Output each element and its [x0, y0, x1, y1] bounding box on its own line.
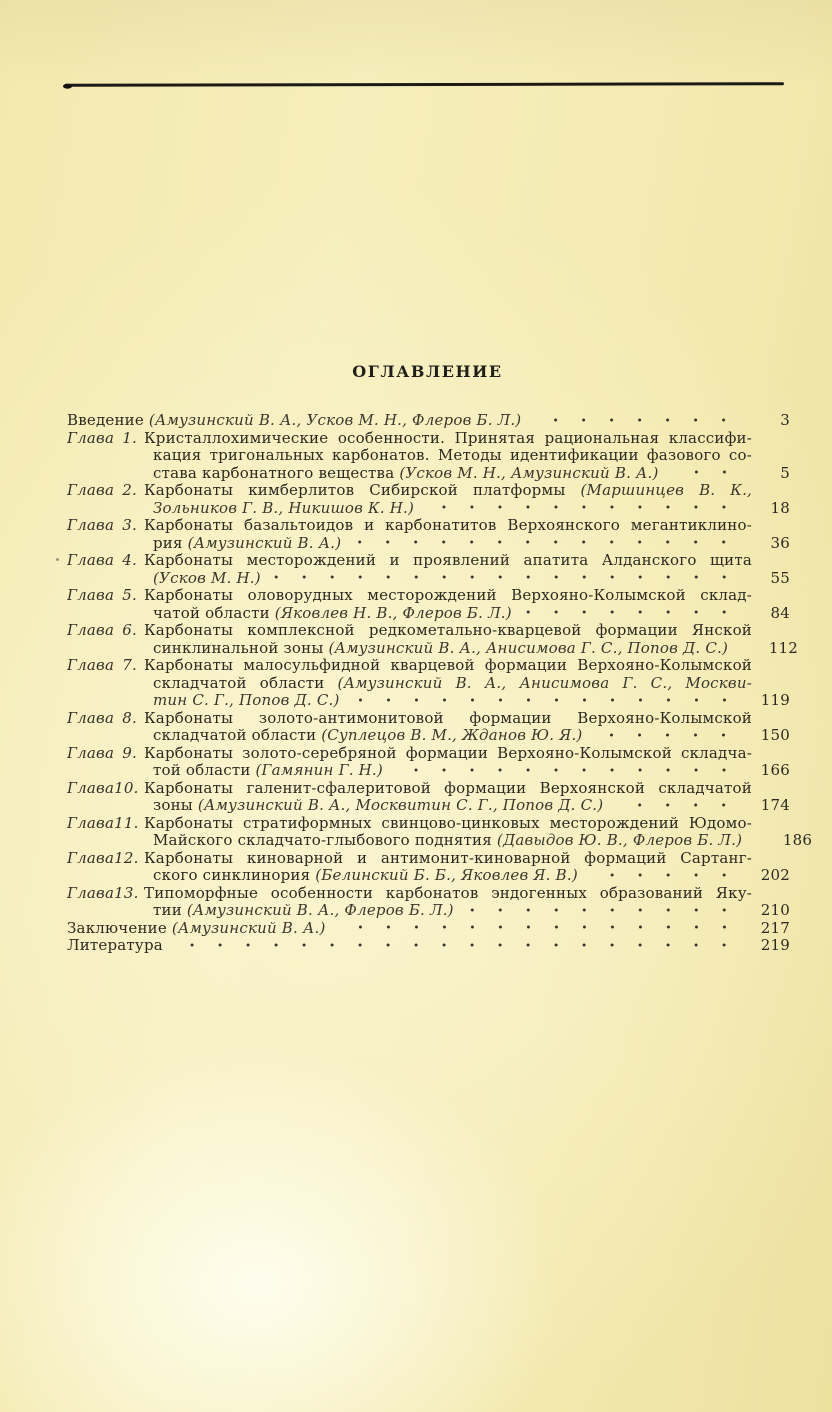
text-segment: (Амузинский В. А., Усков М. Н., Флеров Б. Л.) — [148, 411, 522, 429]
chapter-label-and-number — [67, 710, 137, 728]
chapter-number: 6. — [122, 622, 137, 639]
toc-entry-text — [144, 517, 752, 534]
chapter-number: 1. — [122, 429, 137, 447]
toc-line — [67, 552, 752, 570]
text-segment: (Амузинский В. А., Анисимова Г. С., Попов Д. С.) — [328, 638, 729, 657]
chapter-label-and-number — [67, 587, 137, 605]
toc-line — [153, 692, 790, 710]
page-number: 217 — [760, 918, 790, 937]
toc-line — [153, 727, 790, 745]
toc-entry-text — [153, 902, 454, 920]
text-segment: (Амузинский В. А., Флеров Б. Л.) — [186, 901, 454, 919]
toc-entry-text — [144, 815, 752, 832]
chapter-number: 8. — [122, 709, 137, 727]
toc-line — [67, 815, 752, 833]
text-segment: (Амузинский В. А., Анисимова Г. С., Москви- — [337, 674, 752, 692]
text-segment: зоны — [153, 796, 198, 814]
chapter-label: Глава — [67, 429, 115, 447]
ink-speck — [56, 558, 59, 561]
toc-entry-text — [144, 850, 752, 867]
text-segment: Карбонаты комплексной редкометально-кварцевой формации Янской — [144, 622, 752, 639]
text-segment: Типоморфные особенности карбонатов эндогенных образований Яку- — [144, 884, 752, 902]
chapter-number: 4. — [122, 552, 137, 569]
toc-entry-text — [153, 867, 578, 885]
toc-line — [153, 535, 790, 553]
toc-entry-text — [144, 780, 752, 797]
toc-entry-text — [144, 430, 752, 447]
chapter-label: Глава — [67, 482, 115, 499]
dot-leader — [175, 937, 738, 955]
chapter-number: 11. — [114, 814, 139, 832]
text-segment: Карбонаты малосульфидной кварцевой формации Верхояно-Колымской — [144, 657, 752, 674]
toc-entry-text — [67, 920, 326, 938]
toc-entry-text — [153, 447, 752, 464]
text-segment: (Амузинский В. А.) — [171, 918, 326, 937]
text-segment: Карбонаты киноварной и антимонит-киноварной формаций Сартанг- — [144, 849, 752, 867]
text-segment: чатой области — [153, 603, 275, 622]
chapter-label-and-number — [67, 850, 137, 868]
chapter-label-and-number — [67, 517, 137, 535]
text-segment: синклинальной зоны — [153, 638, 329, 657]
toc-entry-text — [153, 692, 340, 710]
chapter-label-and-number — [67, 482, 137, 500]
chapter-number: 5. — [122, 587, 137, 604]
toc-entry-text — [144, 745, 752, 762]
dot-leader — [466, 902, 738, 920]
text-segment: Карбонаты золото-серебряной формации Верхояно-Колымской складча- — [144, 744, 752, 762]
toc-entry-text — [153, 727, 582, 745]
toc-line — [153, 500, 790, 518]
text-segment: складчатой области — [153, 726, 322, 744]
toc-line — [153, 867, 790, 885]
toc-entry-text — [144, 587, 752, 604]
toc-entry-text — [153, 465, 659, 483]
chapter-number: 7. — [122, 657, 137, 674]
text-segment: Майского складчато-глыбового поднятия — [153, 831, 497, 849]
page-number: 5 — [780, 463, 790, 482]
chapter-number: 12. — [114, 849, 139, 867]
toc-line — [67, 850, 752, 868]
page-number: 186 — [782, 831, 813, 849]
text-segment: (Усков М. Н., Амузинский В. А.) — [399, 463, 659, 482]
text-segment: (Суплецов В. М., Жданов Ю. Я.) — [321, 726, 583, 744]
toc-entry-text — [153, 605, 512, 623]
toc-line — [67, 710, 752, 728]
chapter-label: Глава — [67, 709, 115, 727]
page-number: 119 — [760, 691, 790, 709]
toc-entry-text — [67, 412, 521, 430]
text-segment: Кристаллохимические особенности. Принятая рациональная классифи- — [144, 429, 752, 447]
chapter-label: Глава — [67, 517, 115, 534]
toc-line — [67, 657, 752, 675]
page-number: 36 — [770, 533, 790, 552]
toc-line — [67, 920, 790, 938]
chapter-label-and-number — [67, 552, 137, 570]
text-segment: Зольников Г. В., Никишов К. Н.) — [153, 498, 415, 517]
toc-line — [153, 831, 813, 850]
chapter-label: Глава — [67, 849, 115, 867]
dot-leader — [524, 605, 738, 623]
page-number: 202 — [760, 866, 790, 884]
chapter-label: Глава — [67, 657, 115, 674]
dot-leader — [338, 920, 738, 938]
text-segment: ского синклинория — [153, 866, 316, 884]
table-of-contents — [67, 411, 813, 955]
toc-entry-text — [144, 482, 752, 499]
text-segment: Карбонаты базальтоидов и карбонатитов Верхоянского мегантиклино- — [144, 517, 752, 534]
dot-leader — [590, 867, 738, 885]
toc-entry-text — [153, 570, 261, 588]
toc-entry-text — [153, 797, 603, 815]
text-segment: Карбонаты кимберлитов Сибирской платформы — [144, 482, 581, 499]
toc-line — [67, 885, 752, 903]
toc-line — [67, 482, 752, 500]
toc-entry-text — [67, 937, 163, 955]
text-segment: става карбонатного вещества — [153, 463, 400, 482]
page-number: 112 — [768, 638, 799, 657]
toc-line — [153, 797, 790, 815]
page-number: 150 — [760, 726, 790, 744]
toc-line — [67, 745, 752, 763]
chapter-label-and-number — [67, 815, 137, 833]
toc-entry-text — [153, 675, 752, 692]
page-number: 210 — [760, 901, 790, 919]
chapter-label: Глава — [67, 884, 115, 902]
text-segment: Карбонаты оловорудных месторождений Верхояно-Колымской склад- — [144, 587, 752, 604]
text-segment: (Амузинский В. А.) — [187, 533, 342, 552]
toc-line — [67, 937, 790, 955]
toc-line — [153, 605, 790, 623]
dot-leader — [352, 692, 738, 710]
dot-leader — [754, 832, 760, 850]
toc-entry-text — [144, 885, 752, 902]
text-segment: (Усков М. Н.) — [153, 568, 261, 587]
toc-line — [153, 638, 799, 658]
dot-leader — [594, 727, 738, 745]
text-segment: рия — [153, 533, 188, 552]
text-segment: кация тригональных карбонатов. Методы идентификации фазового со- — [153, 447, 752, 464]
chapter-label: Глава — [67, 552, 115, 569]
toc-entry-text — [153, 832, 742, 850]
page-number: 174 — [760, 796, 790, 814]
text-segment: Карбонаты галенит-сфалеритовой формации Верхоянской складчатой — [144, 779, 752, 797]
toc-line — [153, 447, 752, 465]
page-number: 3 — [780, 411, 790, 429]
dot-leader — [533, 412, 738, 430]
text-segment: Карбонаты месторождений и проявлений апатита Алданского щита — [144, 552, 752, 569]
text-segment: Литература — [67, 936, 163, 954]
page-number: 18 — [770, 498, 790, 517]
chapter-number: 10. — [114, 779, 139, 797]
chapter-label-and-number — [67, 657, 137, 675]
text-segment: (Давыдов Ю. В., Флеров Б. Л.) — [496, 831, 743, 849]
toc-line — [67, 622, 752, 640]
toc-line — [153, 902, 790, 920]
toc-line — [153, 570, 790, 588]
page-number: 55 — [770, 568, 790, 587]
dot-leader — [426, 500, 738, 518]
chapter-label: Глава — [67, 744, 115, 762]
text-segment: складчатой области — [153, 674, 338, 692]
toc-line — [67, 412, 790, 430]
toc-entry-text — [144, 622, 752, 639]
toc-entry-text — [144, 657, 752, 674]
toc-entry-text — [153, 640, 728, 658]
toc-line — [67, 780, 752, 798]
dot-leader — [615, 797, 738, 815]
chapter-label-and-number — [67, 622, 137, 640]
toc-line — [67, 587, 752, 605]
chapter-number: 3. — [122, 517, 137, 534]
text-segment: (Амузинский В. А., Москвитин С. Г., Попов Д. С.) — [197, 796, 604, 814]
page-number: 166 — [760, 761, 790, 779]
text-segment: Карбонаты золото-антимонитовой формации Верхояно-Колымской — [144, 709, 752, 727]
toc-entry-text — [153, 500, 414, 518]
text-segment: тин С. Г., Попов Д. С.) — [153, 691, 340, 709]
text-segment: Введение — [67, 411, 149, 429]
page-title: ОГЛАВЛЕНИЕ — [352, 362, 503, 381]
text-segment: (Гамянин Г. Н.) — [255, 761, 383, 779]
toc-entry-text — [144, 710, 752, 727]
page-number: 219 — [760, 936, 790, 954]
text-segment: (Белинский Б. Б., Яковлев Я. В.) — [315, 866, 578, 884]
toc-line — [153, 675, 752, 693]
text-segment: (Яковлев Н. В., Флеров Б. Л.) — [274, 603, 512, 622]
chapter-label: Глава — [67, 814, 115, 832]
toc-entry-text — [144, 552, 752, 569]
dot-leader — [671, 465, 738, 483]
toc-line — [153, 762, 790, 780]
page-number: 84 — [770, 603, 790, 622]
chapter-number: 2. — [122, 482, 137, 499]
chapter-label: Глава — [67, 587, 115, 604]
chapter-number: 9. — [122, 744, 137, 762]
chapter-label: Глава — [67, 779, 115, 797]
dot-leader — [353, 535, 738, 553]
dot-leader — [740, 640, 746, 658]
chapter-label-and-number — [67, 885, 137, 903]
dot-leader — [395, 762, 738, 780]
toc-line — [67, 430, 752, 448]
chapter-label-and-number — [67, 780, 137, 798]
text-segment: (Маршинцев В. К., — [580, 482, 752, 499]
dot-leader — [273, 570, 738, 588]
top-rule — [65, 82, 784, 87]
chapter-label-and-number — [67, 745, 137, 763]
chapter-label-and-number — [67, 430, 137, 448]
chapter-label: Глава — [67, 622, 115, 639]
text-segment: тии — [153, 901, 187, 919]
chapter-number: 13. — [114, 884, 139, 902]
text-segment: той области — [153, 761, 256, 779]
text-segment: Заключение — [67, 918, 172, 937]
toc-entry-text — [153, 762, 383, 780]
text-segment: Карбонаты стратиформных свинцово-цинковых месторождений Юдомо- — [144, 814, 752, 832]
toc-line — [153, 465, 790, 483]
toc-entry-text — [153, 535, 341, 553]
toc-line — [67, 517, 752, 535]
